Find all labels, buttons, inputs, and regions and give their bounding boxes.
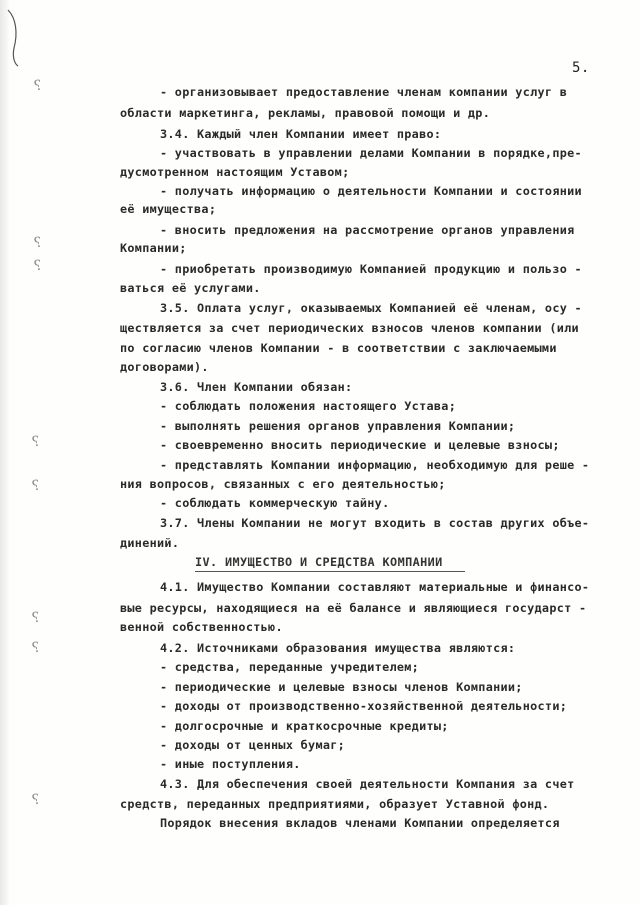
- section-line: - иные поступления.: [160, 757, 301, 771]
- margin-mark-2: ⸮: [32, 234, 43, 252]
- page-number: 5.: [572, 60, 590, 76]
- margin-mark-7: ⸮: [30, 639, 41, 657]
- section-line: средств, переданных предприятиями, образует Уставной фонд.: [120, 797, 550, 811]
- body-line: 3.7. Члены Компании не могут входить в состав других объе-: [160, 516, 590, 530]
- body-line: - получать информацию о деятельности Компании и состоянии: [160, 184, 582, 198]
- body-line: - выполнять решения органов управления Компании;: [160, 419, 516, 433]
- body-line: её имущества;: [120, 202, 217, 216]
- margin-mark-6: ⸮: [30, 609, 41, 627]
- section-line: - доходы от производственно-хозяйственной деятельности;: [160, 699, 568, 713]
- section-line: Порядок внесения вкладов членами Компании определяется: [160, 816, 560, 830]
- body-line: - участвовать в управлении делами Компании в порядке,пре-: [160, 146, 582, 160]
- margin-mark-4: ⸮: [30, 433, 41, 451]
- body-line: дусмотренном настоящим Уставом;: [120, 165, 350, 179]
- body-line: - соблюдать коммерческую тайну.: [160, 496, 390, 510]
- section-line: - периодические и целевые взносы членов Компании;: [160, 680, 523, 694]
- section-title: IV. ИМУЩЕСТВО И СРЕДСТВА КОМПАНИИ: [195, 555, 443, 569]
- body-line: договорами).: [120, 360, 209, 374]
- section-line: венной собственностью.: [120, 620, 283, 634]
- section-line: - долгосрочные и краткосрочные кредиты;: [160, 719, 449, 733]
- body-line: 3.6. Член Компании обязан:: [160, 380, 353, 394]
- body-line: ваться её услугами.: [120, 281, 261, 295]
- section-line: - средства, переданные учредителем;: [160, 660, 420, 674]
- body-line: по согласию членов Компании - в соответствии с заключаемыми: [120, 341, 557, 355]
- margin-mark-8: ⸮: [30, 791, 41, 809]
- section-line: вые ресурсы, находящиеся на её балансе и являющиеся государст -: [120, 601, 587, 615]
- margin-mark-5: ⸮: [30, 477, 41, 495]
- body-line: - организовывает предоставление членам компании услуг в: [160, 85, 568, 99]
- body-line: 3.5. Оплата услуг, оказываемых Компанией её членам, осу -: [160, 301, 582, 315]
- body-line: Компании;: [120, 241, 187, 255]
- body-line: 3.4. Каждый член Компании имеет право:: [160, 127, 442, 141]
- section-line: 4.2. Источниками образования имущества являются:: [160, 641, 516, 655]
- body-line: - вносить предложения на рассмотрение органов управления: [160, 223, 575, 237]
- body-line: ществляется за счет периодических взносов членов компании (или: [120, 321, 579, 335]
- body-line: динений.: [120, 536, 180, 550]
- margin-mark-1: ⸮: [32, 77, 43, 95]
- section-line: 4.3. Для обеспечения своей деятельности Компания за счет: [160, 777, 575, 791]
- page-edge-shadow: [0, 0, 10, 905]
- section-line: 4.1. Имущество Компании составляют материальные и финансо-: [160, 580, 590, 594]
- margin-mark-3: ⸮: [32, 257, 43, 275]
- section-line: - доходы от ценных бумаг;: [160, 738, 346, 752]
- body-line: - соблюдать положения настоящего Устава;: [160, 399, 457, 413]
- body-line: - приобретать производимую Компанией продукцию и пользо -: [160, 262, 582, 276]
- margin-scribble-icon: [6, 8, 20, 68]
- body-line: области маркетинга, рекламы, правовой помощи и др.: [120, 106, 491, 120]
- section-title-underline: [195, 571, 465, 572]
- body-line: - представлять Компании информацию, необходимую для реше -: [160, 458, 590, 472]
- body-line: - своевременно вносить периодические и целевые взносы;: [160, 438, 560, 452]
- body-line: ния вопросов, связанных с его деятельностью;: [120, 477, 446, 491]
